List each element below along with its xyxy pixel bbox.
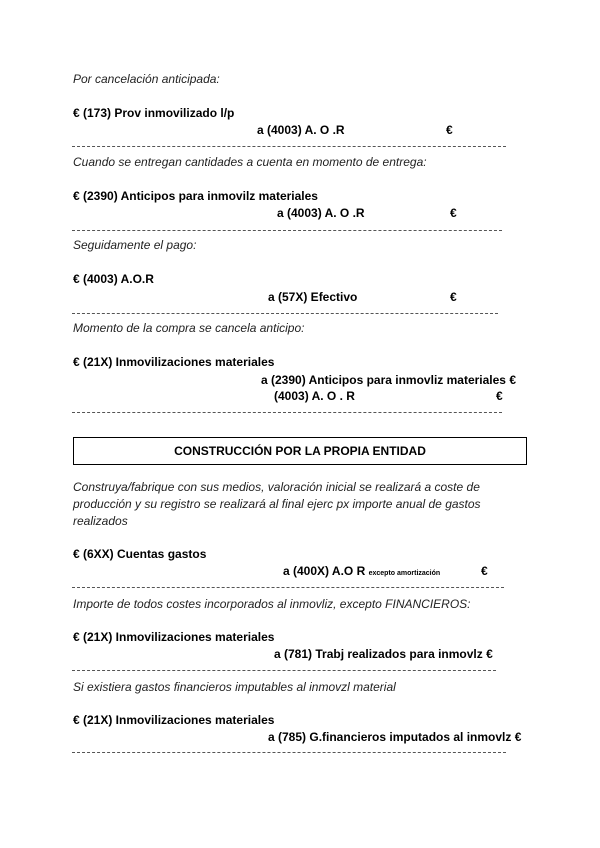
debit-entry-2390: € (2390) Anticipos para inmovilz materiales (73, 189, 318, 203)
caption-compra: Momento de la compra se cancela anticipo: (73, 321, 305, 335)
debit-entry-21x: € (21X) Inmovilizaciones materiales (73, 630, 275, 644)
euro-sign: € (496, 389, 503, 403)
euro-sign: € (481, 564, 488, 578)
credit-entry-4003: (4003) A. O . R (274, 389, 355, 403)
credit-entry-781: a (781) Trabj realizados para inmovlz € (274, 647, 493, 661)
divider (72, 670, 496, 671)
credit-entry-400x-label: a (400X) A.O R (283, 564, 366, 578)
divider (72, 752, 506, 753)
credit-entry-57x: a (57X) Efectivo (268, 290, 358, 304)
caption-entregas: Cuando se entregan cantidades a cuenta en momento de entrega: (73, 155, 427, 169)
debit-entry-21x: € (21X) Inmovilizaciones materiales (73, 355, 275, 369)
credit-note: excepto amortización (368, 570, 441, 577)
debit-entry-21x: € (21X) Inmovilizaciones materiales (73, 713, 275, 727)
section-title: CONSTRUCCIÓN POR LA PROPIA ENTIDAD (174, 444, 426, 458)
caption-pago: Seguidamente el pago: (73, 238, 197, 252)
divider (72, 230, 502, 231)
caption-costes: Importe de todos costes incorporados al inmovliz, excepto FINANCIEROS: (73, 597, 471, 611)
euro-sign: € (446, 123, 453, 137)
euro-sign: € (450, 290, 457, 304)
caption-financieros: Si existiera gastos financieros imputables al inmovzl material (73, 680, 396, 694)
credit-entry-2390: a (2390) Anticipos para inmovliz materiales € (261, 373, 516, 387)
credit-entry-400x (283, 564, 440, 578)
credit-entry-4003: a (4003) A. O .R (277, 206, 365, 220)
divider (72, 412, 502, 413)
debit-entry-6xx: € (6XX) Cuentas gastos (73, 547, 207, 561)
credit-entry-4003: a (4003) A. O .R (257, 123, 345, 137)
divider (72, 313, 498, 314)
debit-entry-173: € (173) Prov inmovilizado l/p (73, 106, 235, 120)
divider (72, 587, 504, 588)
caption-cancelacion: Por cancelación anticipada: (73, 72, 220, 86)
section-title-box (73, 437, 527, 465)
section-paragraph: Construya/fabrique con sus medios, valoración inicial se realizará a coste de producción y su registro se realizará al final ejerc px importe anual de gastos realizados (73, 480, 481, 528)
euro-sign: € (450, 206, 457, 220)
debit-entry-4003: € (4003) A.O.R (73, 272, 154, 286)
divider (72, 146, 506, 147)
credit-entry-785: a (785) G.financieros imputados al inmovlz € (268, 730, 522, 744)
